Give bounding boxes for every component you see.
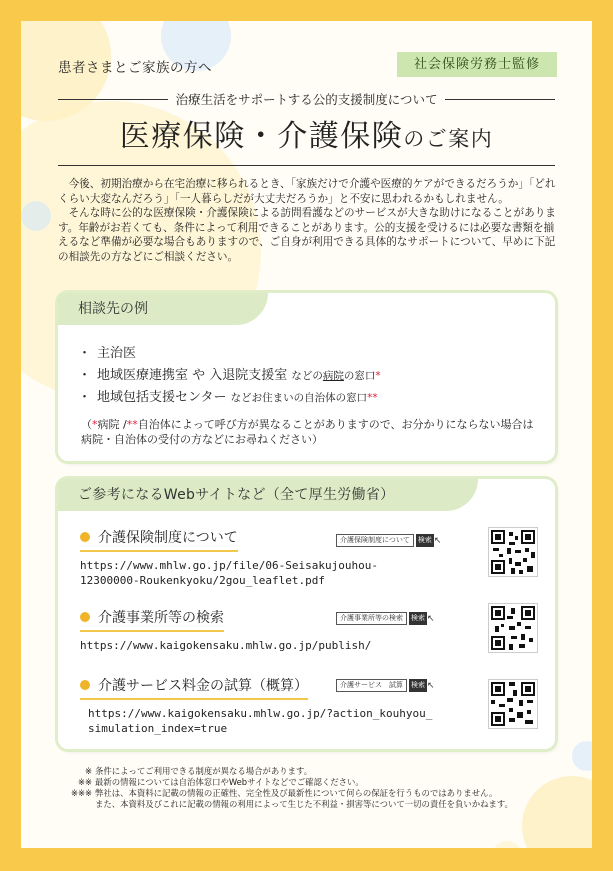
list-item xyxy=(78,387,381,409)
divider xyxy=(58,99,168,100)
url-line: https://www.kaigokensaku.mhlw.go.jp/publish/ xyxy=(80,639,372,652)
note-text: などの xyxy=(291,370,323,382)
search-hint xyxy=(336,679,435,692)
contact-community-note xyxy=(231,392,378,404)
footnote xyxy=(61,788,561,799)
note-text: の窓口 xyxy=(343,370,376,382)
subtitle-row xyxy=(58,90,555,108)
website-url[interactable] xyxy=(80,558,540,588)
qr-code xyxy=(488,527,538,577)
search-button: 検索 xyxy=(409,679,427,692)
subtitle: 治療生活をサポートする公的支援制度について xyxy=(175,92,438,107)
websites-card xyxy=(58,479,555,749)
search-term-box: 介護サービス 試算 xyxy=(336,679,407,692)
footnote xyxy=(61,777,561,788)
decor-circle xyxy=(492,841,522,848)
website-item xyxy=(80,607,540,653)
search-button: 検索 xyxy=(416,534,434,547)
qr-code xyxy=(488,603,538,653)
footnote-text: 弊社は、本資料に記載の情報の正確性、完全性及び最新性について何らの保証を行うものではありません。 xyxy=(95,788,498,798)
url-line: https://www.kaigokensaku.mhlw.go.jp/?action_kouhyou_ xyxy=(88,707,433,720)
search-button: 検索 xyxy=(409,612,427,625)
search-term-box: 介護事業所等の検索 xyxy=(336,612,407,625)
website-item xyxy=(80,675,540,736)
cursor-arrow-icon: ↖ xyxy=(427,613,435,624)
cursor-arrow-icon: ↖ xyxy=(433,535,442,546)
footnote xyxy=(61,766,561,777)
footnote-text: また、本資料及びこれに記載の情報の利用によって生じた不利益・損害等について一切の責任を負いかねます。 xyxy=(95,799,513,809)
website-title xyxy=(80,607,224,632)
website-title-text: 介護保険制度について xyxy=(98,530,238,546)
note-text: （ xyxy=(81,418,92,431)
bullet-dot-icon xyxy=(80,612,90,622)
bullet-dot-icon: ・ xyxy=(78,368,92,383)
list-item xyxy=(78,343,381,365)
intro-paragraph-2: そんな時に公的な医療保険・介護保険による訪問看護などのサービスが大きな助けになることがあります。年齢がお若くても、条件によって利用できることがあります。公的支援を受けるには必要な書類を揃えるなど準備が必要な場合もありますので、ご自身が利用できる具体的なサポートについて、早めに下記の相談先の方などにご相談ください。 xyxy=(58,207,556,263)
footnote-text: 条件によってご利用できる制度が異なる場合があります。 xyxy=(95,766,313,776)
website-url[interactable] xyxy=(80,638,540,653)
search-hint xyxy=(336,534,441,547)
footnotes xyxy=(61,766,561,810)
qr-code-graphic xyxy=(489,680,537,728)
footnote-mark: ※※ xyxy=(77,777,92,787)
asterisk-mark: ** xyxy=(367,392,378,404)
document-page xyxy=(21,21,592,848)
decor-circle xyxy=(572,741,592,771)
website-url[interactable] xyxy=(80,706,540,736)
asterisk-mark: ** xyxy=(126,418,138,431)
intro-paragraph-1: 今後、初期治療から在宅治療に移られるとき、「家族だけで介護や医療的ケアができるだろうか」「どれくらい大変なんだろう」「一人暮らしだが大丈夫だろうか」と不安に思われるかもしれません。 xyxy=(58,178,556,205)
footnote-mark xyxy=(61,799,95,810)
website-title xyxy=(80,527,238,552)
website-title-text: 介護サービス料金の試算（概算） xyxy=(98,678,308,694)
url-line: simulation_index=true xyxy=(88,722,228,735)
divider xyxy=(445,99,555,100)
contact-hospital-note xyxy=(291,370,380,382)
intro-text xyxy=(58,177,558,264)
search-hint xyxy=(336,612,435,625)
supervision-badge: 社会保険労務士監修 xyxy=(397,52,557,77)
contact-doctor: 主治医 xyxy=(97,346,137,361)
title-suffix: のご案内 xyxy=(403,127,494,151)
footnote-mark: ※※※ xyxy=(70,788,92,798)
audience-label: 患者さまとご家族の方へ xyxy=(58,60,212,76)
bullet-dot-icon: ・ xyxy=(78,390,92,405)
title-main: 医療保険・介護保険 xyxy=(119,119,404,154)
contacts-footnote xyxy=(81,417,541,447)
list-item xyxy=(78,365,381,387)
note-text: 自治体によって呼び方が異なることがありますので、お分かりにならない場合は病院・自治体の受付の方などにお尋ねください） xyxy=(81,418,534,446)
page-title xyxy=(21,111,592,155)
footnote-text: 最新の情報については自治体窓口やWebサイトなどでご確認ください。 xyxy=(95,777,364,787)
qr-code-graphic xyxy=(489,604,537,652)
divider xyxy=(58,165,555,166)
contacts-heading: 相談先の例 xyxy=(58,293,268,325)
note-text: 病院 / xyxy=(97,418,127,431)
bullet-dot-icon xyxy=(80,680,90,690)
contact-hospital: 地域医療連携室 や 入退院支援室 xyxy=(97,368,288,383)
contacts-card xyxy=(58,293,555,461)
contact-community-center: 地域包括支援センター xyxy=(97,390,227,405)
decor-circle xyxy=(21,201,51,231)
qr-code-graphic xyxy=(489,528,537,576)
website-title xyxy=(80,675,308,700)
footnote xyxy=(61,799,561,810)
bullet-dot-icon xyxy=(80,532,90,542)
asterisk-mark: * xyxy=(92,418,98,431)
qr-code xyxy=(488,679,538,729)
url-line: 12300000-Roukenkyoku/2gou_leaflet.pdf xyxy=(80,574,326,587)
websites-heading: ご参考になるWebサイトなど（全て厚生労働省） xyxy=(58,479,478,511)
bullet-dot-icon: ・ xyxy=(78,346,92,361)
cursor-arrow-icon: ↖ xyxy=(427,680,435,691)
note-text: などお住まいの自治体の窓口 xyxy=(230,392,368,404)
asterisk-mark: * xyxy=(375,370,381,382)
website-title-text: 介護事業所等の検索 xyxy=(98,610,224,626)
footnote-mark: ※ xyxy=(84,766,92,776)
search-term-box: 介護保険制度について xyxy=(336,534,414,547)
contacts-list xyxy=(78,343,381,409)
url-line: https://www.mhlw.go.jp/file/06-Seisakujouhou- xyxy=(80,559,379,572)
website-item xyxy=(80,527,540,588)
note-underlined: 病院 xyxy=(322,370,344,382)
